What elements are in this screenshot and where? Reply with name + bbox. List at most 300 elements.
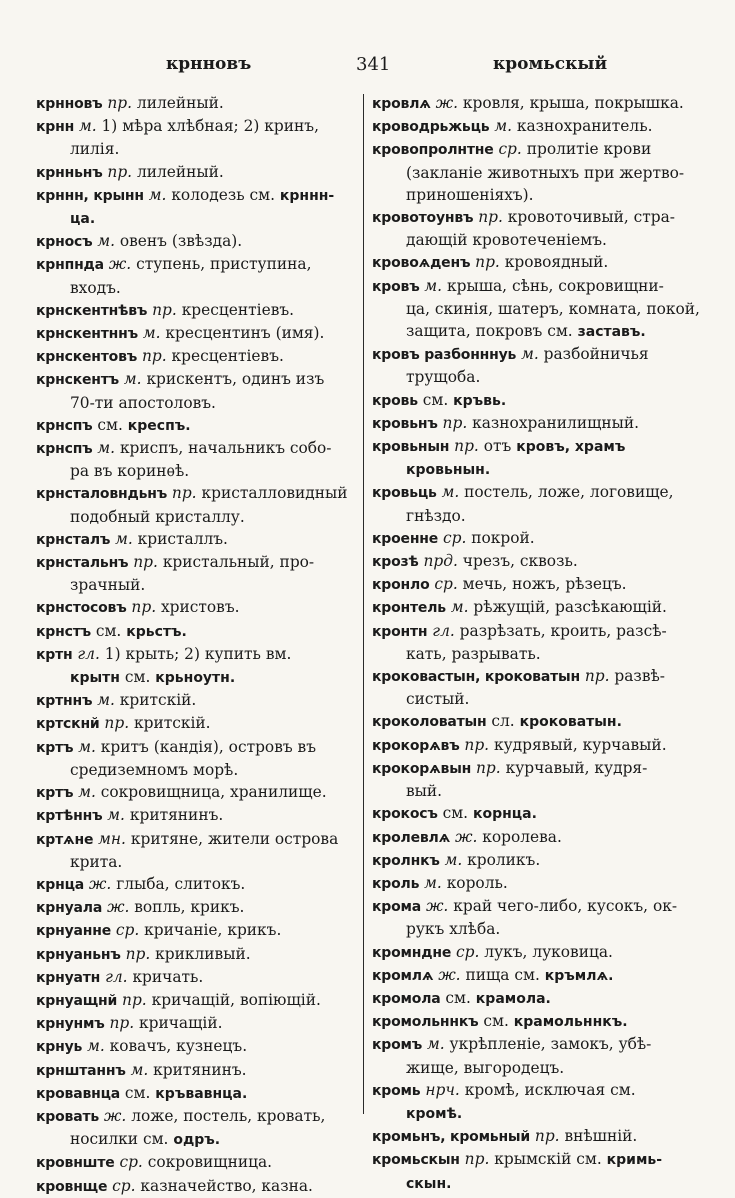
cross-reference: креспъ. xyxy=(127,417,191,434)
entry-line xyxy=(36,921,281,939)
definition-text: см. xyxy=(92,415,128,434)
headword: кромь xyxy=(372,1082,421,1099)
definition-text: крыша, сѣнь, сокровищни- xyxy=(442,276,664,295)
entry-line xyxy=(36,714,211,732)
entry-line xyxy=(372,712,622,730)
dictionary-entry xyxy=(372,941,702,964)
entry-line xyxy=(36,370,324,388)
grammar-label: м. xyxy=(419,873,442,892)
entry-line xyxy=(372,345,649,363)
grammar-label: нрч. xyxy=(420,1080,460,1099)
entry-line xyxy=(36,416,191,434)
definition-text: дающій кровотеченіемъ. xyxy=(406,231,607,250)
grammar-label: м. xyxy=(439,850,463,869)
cross-reference: скын. xyxy=(406,1175,452,1192)
definition-text: крискентъ, одинъ изъ xyxy=(141,370,325,389)
headword: крнскентъ xyxy=(36,372,119,389)
entry-line xyxy=(372,253,608,271)
cross-reference: крьстъ. xyxy=(126,623,187,640)
grammar-label: ж. xyxy=(99,1106,127,1125)
cross-reference: одръ. xyxy=(173,1132,221,1149)
definition-text: лилейный. xyxy=(132,94,224,112)
entry-line xyxy=(36,622,187,640)
headword: кроковастын, кроковатын xyxy=(372,669,580,686)
entry-continuation-line xyxy=(372,780,702,802)
entry-line xyxy=(36,968,203,986)
entry-line xyxy=(36,806,223,824)
entry-line xyxy=(372,989,551,1007)
entry-line xyxy=(372,529,535,547)
definition-text: критяне, жители острова xyxy=(125,829,339,848)
entry-line xyxy=(372,736,667,754)
headword: крнуала xyxy=(36,900,103,917)
definition-text: ра въ коринѳѣ. xyxy=(70,462,190,481)
grammar-label: пр. xyxy=(473,208,503,227)
grammar-label: м. xyxy=(74,117,97,136)
grammar-label: ж. xyxy=(421,897,449,916)
grammar-label: пр. xyxy=(99,714,130,733)
dictionary-entry xyxy=(36,437,356,482)
definition-text: кроликъ. xyxy=(462,850,541,869)
dictionary-entry xyxy=(372,964,702,987)
definition-text: критянинъ. xyxy=(124,806,224,825)
grammar-label: пр. xyxy=(147,300,177,319)
grammar-label: пр. xyxy=(128,553,158,572)
entry-continuation-line xyxy=(36,506,356,528)
definition-text: (закланіе животныхъ при жертво- xyxy=(406,163,685,182)
entry-line xyxy=(36,553,314,571)
definition-text: приношеніяхъ). xyxy=(406,185,534,204)
dictionary-entry xyxy=(36,966,356,989)
grammar-label: м. xyxy=(419,276,443,295)
grammar-label: м. xyxy=(73,737,96,756)
cross-reference: кримь- xyxy=(606,1152,663,1169)
dictionary-entry xyxy=(372,1033,702,1078)
headword: крнспъ xyxy=(36,441,93,458)
entry-line xyxy=(36,484,348,502)
definition-text: см. xyxy=(119,668,156,687)
headword: кровьнъ xyxy=(372,415,438,432)
entry-line xyxy=(372,483,674,501)
headword: крнньнъ xyxy=(36,164,103,181)
definition-text: крита. xyxy=(70,852,123,871)
definition-text: внѣшній. xyxy=(559,1127,638,1146)
dictionary-entry xyxy=(372,802,702,825)
entry-line xyxy=(372,897,677,915)
grammar-label: ж. xyxy=(430,94,458,112)
entry-line xyxy=(372,966,613,984)
definition-text: сокровищница. xyxy=(142,1153,273,1172)
definition-text: чрезъ, сквозь. xyxy=(457,552,578,571)
definition-text: лилія. xyxy=(70,140,120,159)
grammar-label: пр. xyxy=(471,758,501,777)
headword: кртъ xyxy=(36,739,74,756)
definition-text: казнохранилищный. xyxy=(467,413,640,432)
entry-line xyxy=(36,598,240,616)
dictionary-entry xyxy=(36,1035,356,1058)
grammar-label: пр. xyxy=(104,1014,135,1033)
grammar-label: м. xyxy=(445,598,469,617)
grammar-label: м. xyxy=(102,806,125,825)
grammar-label: пр. xyxy=(167,484,197,503)
grammar-label: пр. xyxy=(459,735,490,754)
cross-reference: ца. xyxy=(70,211,96,228)
definition-text: см. xyxy=(437,804,473,823)
cross-reference: корнца. xyxy=(472,806,537,823)
headword: крнпнда xyxy=(36,257,104,274)
entry-line xyxy=(36,691,196,709)
definition-text: критъ (кандія), островъ въ xyxy=(95,737,317,756)
dictionary-entry xyxy=(372,275,702,344)
dictionary-entry xyxy=(36,482,356,527)
cross-reference: кровьнын. xyxy=(406,462,491,479)
grammar-label: пр. xyxy=(137,347,167,366)
entry-line xyxy=(36,898,244,916)
definition-text: колодезь см. xyxy=(166,185,280,204)
entry-line xyxy=(36,945,251,963)
entry-line xyxy=(36,1014,222,1032)
headword: крнстосовъ xyxy=(36,600,127,617)
entry-line xyxy=(36,738,316,756)
definition-text: вый. xyxy=(406,782,443,801)
definition-text: кричать. xyxy=(127,967,204,986)
definition-text: курчавый, кудря- xyxy=(500,758,648,777)
entry-line xyxy=(372,874,508,892)
entry-continuation-line xyxy=(372,643,702,665)
definition-text: см. xyxy=(90,621,127,640)
definition-text: отъ xyxy=(478,437,517,456)
dictionary-entry xyxy=(372,1148,702,1194)
dictionary-entry xyxy=(372,412,702,435)
page-header xyxy=(0,54,735,84)
entry-continuation-line xyxy=(372,1102,702,1125)
entry-line xyxy=(36,163,224,181)
definition-text: подобный кристаллу. xyxy=(70,507,245,526)
definition-text: ложе, постель, кровать, xyxy=(126,1106,326,1125)
headword: крнстъ xyxy=(36,623,91,640)
entry-line xyxy=(372,759,647,777)
entry-line xyxy=(36,1061,247,1079)
grammar-label: м. xyxy=(516,345,539,364)
cross-reference: крытн xyxy=(70,670,120,687)
definition-text: покрой. xyxy=(466,528,535,547)
page-number: 341 xyxy=(356,54,391,75)
dictionary-entry xyxy=(372,665,702,710)
headword: кромольннкъ xyxy=(372,1014,479,1031)
headword: кровнште xyxy=(36,1155,115,1172)
entry-line xyxy=(372,622,667,640)
headword: кртн xyxy=(36,646,73,663)
definition-text: крикливый. xyxy=(150,944,251,963)
headword: кроколоватын xyxy=(372,714,487,731)
grammar-label: м. xyxy=(73,783,96,802)
headword: крнсталовндьнъ xyxy=(36,486,168,503)
definition-text: 1) мѣра хлѣбная; 2) кринъ, xyxy=(96,117,319,136)
definition-text: сокровищница, хранилище. xyxy=(95,783,327,802)
dictionary-entry xyxy=(36,92,356,115)
cross-reference: крьноутн. xyxy=(155,670,236,687)
entry-continuation-line xyxy=(372,688,702,710)
entry-line xyxy=(36,439,332,457)
headword: крнскентнѣвъ xyxy=(36,302,148,319)
grammar-label: м. xyxy=(110,529,133,548)
headword: кровъ xyxy=(372,278,420,295)
entry-line xyxy=(36,1153,272,1171)
dictionary-entry xyxy=(36,919,356,942)
grammar-label: гл. xyxy=(72,644,100,663)
dictionary-entry xyxy=(372,849,702,872)
cross-reference: кроковатын. xyxy=(519,714,622,731)
dictionary-entry xyxy=(36,230,356,253)
headword: кромъ xyxy=(372,1037,423,1054)
headword: крнца xyxy=(36,876,85,893)
entry-continuation-line xyxy=(36,277,356,299)
cross-reference: крннн- xyxy=(279,187,335,204)
headword: крнуанне xyxy=(36,923,112,940)
grammar-label: пр. xyxy=(120,944,151,963)
definition-text: кровля, крыша, покрышка. xyxy=(458,94,684,112)
headword: кромлѧ xyxy=(372,967,434,984)
grammar-label: мн. xyxy=(93,829,126,848)
entry-continuation-line xyxy=(372,1172,702,1195)
grammar-label: м. xyxy=(125,1060,149,1079)
grammar-label: гл. xyxy=(427,621,455,640)
grammar-label: м. xyxy=(92,691,115,710)
grammar-label: ж. xyxy=(433,965,461,984)
headword: крннн, крынн xyxy=(36,187,144,204)
headword: кроль xyxy=(372,875,420,892)
dictionary-entry xyxy=(36,161,356,184)
definition-text: пища см. xyxy=(460,965,545,984)
grammar-label: пр. xyxy=(449,437,479,456)
dictionary-entry xyxy=(372,757,702,802)
headword: кровать xyxy=(36,1108,100,1125)
entry-line xyxy=(36,991,321,1009)
definition-text: край чего-либо, кусокъ, ок- xyxy=(448,897,678,916)
entry-line xyxy=(36,186,334,204)
definition-text: развѣ- xyxy=(609,667,665,686)
dictionary-entry xyxy=(36,596,356,619)
definition-text: разбойничья xyxy=(538,345,649,364)
headword: кровьць xyxy=(372,485,437,502)
headword: крнскентннъ xyxy=(36,326,138,343)
dictionary-entry xyxy=(372,527,702,550)
entry-line xyxy=(36,94,224,112)
headword: крнсталъ xyxy=(36,531,111,548)
entry-continuation-line xyxy=(372,458,702,481)
headword: крнуаньнъ xyxy=(36,946,121,963)
entry-line xyxy=(36,783,327,801)
dictionary-entry xyxy=(372,620,702,665)
definition-text: средиземномъ морѣ. xyxy=(70,760,239,779)
headword: кромьскын xyxy=(372,1152,460,1169)
headword: крнунмъ xyxy=(36,1016,105,1033)
headword: кртскнй xyxy=(36,716,100,733)
headword: кролнкъ xyxy=(372,852,440,869)
definition-text: кристальный, про- xyxy=(157,553,315,572)
definition-text: кричащій. xyxy=(134,1014,223,1033)
dictionary-entry xyxy=(36,253,356,298)
entry-continuation-line xyxy=(36,574,356,596)
entry-line xyxy=(36,1037,247,1055)
definition-text: ца, скинія, шатеръ, комната, покой, xyxy=(406,299,700,318)
grammar-label: м. xyxy=(143,185,167,204)
entry-continuation-line xyxy=(36,207,356,230)
entry-line xyxy=(372,94,684,112)
definition-text: казначейство, казна. xyxy=(135,1176,313,1195)
grammar-label: м. xyxy=(119,370,142,389)
dictionary-entry xyxy=(36,689,356,712)
dictionary-entry xyxy=(36,299,356,322)
definition-text: см. xyxy=(417,390,454,409)
grammar-label: пр. xyxy=(102,162,133,181)
dictionary-entry xyxy=(36,551,356,596)
entry-continuation-line xyxy=(372,366,702,388)
dictionary-entry xyxy=(36,896,356,919)
definition-text: гнѣздо. xyxy=(406,506,466,525)
dictionary-entry xyxy=(36,643,356,689)
entry-line xyxy=(36,301,294,319)
dictionary-entry xyxy=(372,92,702,115)
dictionary-entry xyxy=(372,1125,702,1148)
dictionary-entry xyxy=(372,987,702,1010)
definition-text: ковачъ, кузнецъ. xyxy=(104,1037,248,1056)
dictionary-entry xyxy=(372,826,702,849)
dictionary-entry xyxy=(36,1059,356,1082)
headword: крнуащнй xyxy=(36,992,118,1009)
grammar-label: м. xyxy=(436,483,460,502)
definition-text: кровоядный. xyxy=(499,253,609,272)
definition-text: критскій. xyxy=(114,691,197,710)
headword: кровьнын xyxy=(372,439,450,456)
dictionary-entry xyxy=(372,596,702,619)
headword: кронтель xyxy=(372,600,446,617)
definition-text: мечь, ножъ, рѣзецъ. xyxy=(457,575,627,594)
entry-line xyxy=(36,645,291,663)
entry-line xyxy=(372,828,562,846)
definition-text: кать, разрывать. xyxy=(406,644,541,663)
definition-text: кресцентинъ (имя). xyxy=(160,324,325,343)
definition-text: трущоба. xyxy=(406,368,481,387)
entry-continuation-line xyxy=(36,392,356,414)
entry-line xyxy=(372,391,506,409)
headword: крнн xyxy=(36,119,75,136)
dictionary-entry xyxy=(36,804,356,827)
definition-text: кресцентіевъ. xyxy=(176,300,295,319)
grammar-label: прд. xyxy=(418,552,458,571)
definition-text: входъ. xyxy=(70,278,121,297)
headword: крнскентовъ xyxy=(36,349,138,366)
grammar-label: м. xyxy=(137,324,161,343)
entry-line xyxy=(372,1081,636,1099)
definition-text: 70-ти апостоловъ. xyxy=(70,393,216,412)
definition-text: рукъ хлѣба. xyxy=(406,920,501,939)
grammar-label: м. xyxy=(92,439,116,458)
grammar-label: ж. xyxy=(103,255,132,274)
grammar-label: м. xyxy=(92,232,115,251)
grammar-label: м. xyxy=(489,117,512,136)
dictionary-entry xyxy=(372,573,702,596)
entry-line xyxy=(372,414,639,432)
dictionary-entry xyxy=(372,389,702,412)
headword: крнновъ xyxy=(36,96,103,112)
headword: кронло xyxy=(372,577,430,594)
grammar-label: ср. xyxy=(111,921,140,940)
dictionary-entry xyxy=(36,345,356,368)
definition-text: глыба, слитокъ. xyxy=(111,874,246,893)
dictionary-entry xyxy=(372,872,702,895)
dictionary-entry xyxy=(372,1079,702,1125)
definition-text: вопль, крикъ. xyxy=(129,898,245,917)
dictionary-entry xyxy=(372,206,702,251)
dictionary-entry xyxy=(36,781,356,804)
grammar-label: гл. xyxy=(100,967,128,986)
definition-text: кристалловидный xyxy=(196,484,348,503)
left-column xyxy=(36,92,356,1198)
headword: крнспъ xyxy=(36,417,93,434)
entry-line xyxy=(372,575,627,593)
definition-text: укрѣпленіе, замокъ, убѣ- xyxy=(444,1035,652,1054)
definition-text: критянинъ. xyxy=(148,1060,247,1079)
dictionary-entry xyxy=(36,943,356,966)
entry-continuation-line xyxy=(36,460,356,482)
dictionary-entry xyxy=(36,1151,356,1174)
entry-line xyxy=(372,208,675,226)
dictionary-entry xyxy=(36,414,356,437)
entry-continuation-line xyxy=(372,298,702,320)
definition-text: критскій. xyxy=(129,714,211,733)
definition-text: зрачный. xyxy=(70,576,146,595)
definition-text: кристаллъ. xyxy=(132,529,228,548)
definition-text: носилки см. xyxy=(70,1130,174,1149)
dictionary-entry xyxy=(372,435,702,481)
definition-text: кромѣ, исключая см. xyxy=(459,1080,636,1099)
grammar-label: ж. xyxy=(450,827,478,846)
headword: кровотоунвъ xyxy=(372,210,474,227)
entry-line xyxy=(36,530,228,548)
headword: кроенне xyxy=(372,530,439,547)
grammar-label: ср. xyxy=(493,140,522,159)
definition-text: кудрявый, курчавый. xyxy=(489,735,667,754)
headword: кровавнца xyxy=(36,1085,121,1102)
entry-continuation-line xyxy=(372,320,702,343)
grammar-label: ср. xyxy=(451,942,480,961)
cross-reference: кровъ, храмъ xyxy=(516,439,626,456)
dictionary-entry xyxy=(372,343,702,388)
grammar-label: ж. xyxy=(84,874,112,893)
cross-reference: заставъ. xyxy=(577,324,646,341)
grammar-label: м. xyxy=(82,1037,105,1056)
cross-reference: кръвь. xyxy=(453,392,507,409)
headword: кровъ разбонннуь xyxy=(372,347,517,364)
entry-line xyxy=(36,1107,325,1125)
entry-line xyxy=(372,1150,662,1168)
dictionary-entry xyxy=(372,138,702,206)
entry-continuation-line xyxy=(372,505,702,527)
grammar-label: ср. xyxy=(107,1176,136,1195)
dictionary-entry xyxy=(372,481,702,526)
headword: кровлѧ xyxy=(372,96,431,112)
headword: крнштаннъ xyxy=(36,1062,126,1079)
entry-continuation-line xyxy=(36,759,356,781)
grammar-label: пр. xyxy=(126,598,157,617)
definition-text: лукъ, луковица. xyxy=(479,942,613,961)
entry-line xyxy=(372,117,652,135)
definition-text: жище, выгородецъ. xyxy=(406,1058,565,1077)
headword: крнстальнъ xyxy=(36,555,129,572)
definition-text: защита, покровъ см. xyxy=(406,322,578,341)
grammar-label: пр. xyxy=(117,990,147,1009)
